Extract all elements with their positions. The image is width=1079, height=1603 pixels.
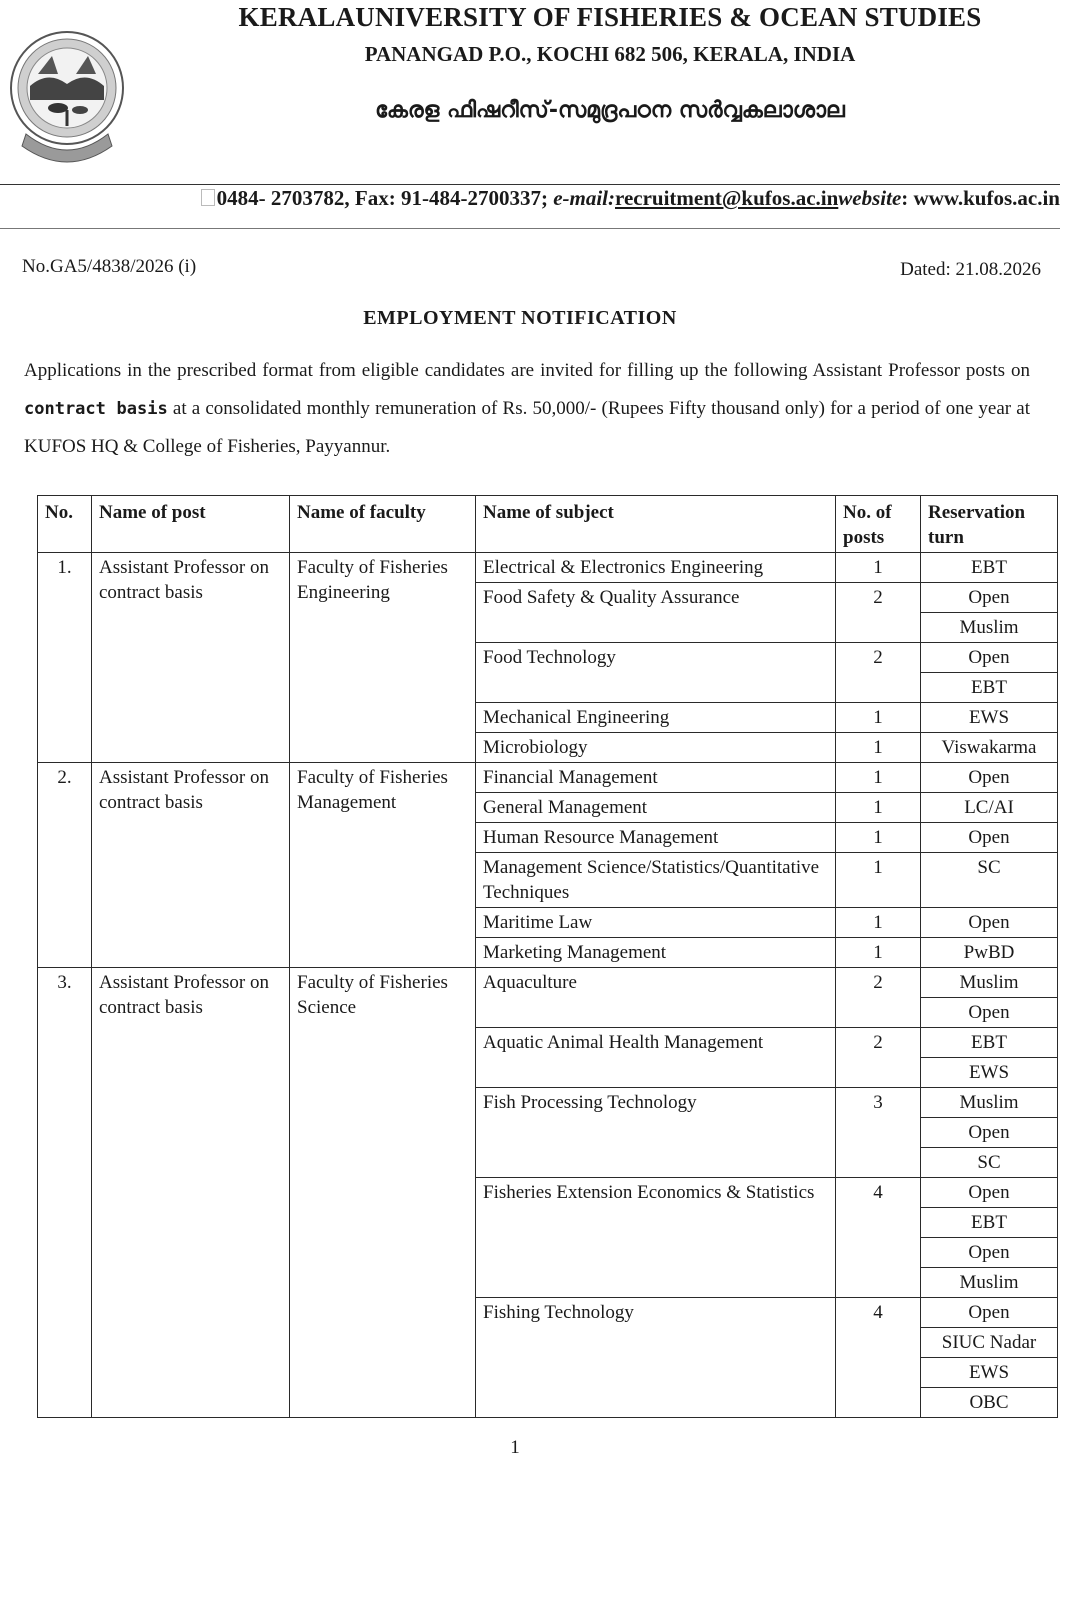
group-number: 3.	[38, 968, 92, 1418]
university-name-malayalam: കേരള ഫിഷറീസ്-സമുദ്രപഠന സർവ്വകലാശാല	[375, 98, 845, 123]
reservation-turn: OBC	[921, 1388, 1058, 1418]
subject-name: Microbiology	[476, 733, 836, 763]
phone-fax: 0484- 2703782, Fax: 91-484-2700337;	[216, 186, 548, 210]
reservation-turn: EWS	[921, 1358, 1058, 1388]
reservation-turn: Open	[921, 823, 1058, 853]
subject-name: Electrical & Electronics Engineering	[476, 553, 836, 583]
subject-name: Marketing Management	[476, 938, 836, 968]
contact-divider	[0, 228, 1060, 229]
posts-count: 2	[836, 643, 921, 703]
notification-intro: Applications in the prescribed format from eligible candidates are invited for filling up the following Assistant Professor posts on contract basis at a consolidated monthly remuneration of Rs. 50,000/- (Rupees Fifty thousand only) for a period of one year at KUFOS HQ & College of Fisheries, Payyannur.	[24, 360, 1030, 457]
subject-name: Maritime Law	[476, 908, 836, 938]
posts-count: 1	[836, 733, 921, 763]
table-row	[38, 763, 1058, 793]
subject-name: Food Safety & Quality Assurance	[476, 583, 836, 643]
reservation-turn: EBT	[921, 1208, 1058, 1238]
table-header-row	[38, 496, 1058, 553]
table-row	[38, 968, 1058, 998]
posts-count: 1	[836, 793, 921, 823]
posts-count: 4	[836, 1298, 921, 1418]
posts-count: 2	[836, 968, 921, 1028]
subject-name: Aquatic Animal Health Management	[476, 1028, 836, 1088]
reservation-turn: Muslim	[921, 613, 1058, 643]
posts-count: 2	[836, 583, 921, 643]
reservation-turn: SC	[921, 1148, 1058, 1178]
reservation-turn: Open	[921, 1298, 1058, 1328]
posts-count: 2	[836, 1028, 921, 1088]
subject-name: Financial Management	[476, 763, 836, 793]
reservation-turn: EBT	[921, 673, 1058, 703]
reservation-turn: SC	[921, 853, 1058, 908]
posts-count: 1	[836, 853, 921, 908]
group-number: 1.	[38, 553, 92, 763]
reference-number: No.GA5/4838/2026 (i)	[22, 256, 197, 277]
reservation-turn: EBT	[921, 553, 1058, 583]
reservation-turn: Viswakarma	[921, 733, 1058, 763]
table-row	[38, 553, 1058, 583]
group-number: 2.	[38, 763, 92, 968]
email-label: e-mail:	[553, 186, 615, 210]
university-emblem-logo	[8, 26, 126, 176]
website-label: website	[838, 186, 902, 210]
header-posts: No. of posts	[836, 496, 921, 553]
notification-title: EMPLOYMENT NOTIFICATION	[363, 307, 677, 329]
reservation-turn: Open	[921, 763, 1058, 793]
reservation-turn: SIUC Nadar	[921, 1328, 1058, 1358]
posts-count: 3	[836, 1088, 921, 1178]
posts-count: 1	[836, 553, 921, 583]
reservation-turn: Muslim	[921, 1088, 1058, 1118]
reservation-turn: EBT	[921, 1028, 1058, 1058]
subject-name: Fisheries Extension Economics & Statistics	[476, 1178, 836, 1298]
page-number: 1	[510, 1437, 520, 1458]
header-faculty: Name of faculty	[290, 496, 476, 553]
faculty-name: Faculty of Fisheries Engineering	[290, 553, 476, 763]
header-subject: Name of subject	[476, 496, 836, 553]
email-link[interactable]: recruitment@kufos.ac.in	[615, 186, 839, 210]
posts-count: 1	[836, 703, 921, 733]
header-post: Name of post	[92, 496, 290, 553]
notification-date: Dated: 21.08.2026	[900, 259, 1041, 280]
posts-count: 1	[836, 823, 921, 853]
phone-icon	[201, 189, 215, 206]
reservation-turn: Muslim	[921, 1268, 1058, 1298]
reservation-turn: EWS	[921, 1058, 1058, 1088]
posts-table	[37, 495, 1058, 1418]
reservation-turn: EWS	[921, 703, 1058, 733]
header-divider	[0, 184, 1060, 185]
subject-name: General Management	[476, 793, 836, 823]
posts-count: 4	[836, 1178, 921, 1298]
posts-count: 1	[836, 938, 921, 968]
contract-basis-emphasis: contract basis	[24, 399, 168, 419]
reservation-turn: Open	[921, 998, 1058, 1028]
subject-name: Mechanical Engineering	[476, 703, 836, 733]
header-no: No.	[38, 496, 92, 553]
faculty-name: Faculty of Fisheries Science	[290, 968, 476, 1418]
reservation-turn: Open	[921, 1178, 1058, 1208]
contact-line	[60, 186, 1060, 211]
subject-name: Fishing Technology	[476, 1298, 836, 1418]
reservation-turn: Open	[921, 1118, 1058, 1148]
reservation-turn: Muslim	[921, 968, 1058, 998]
subject-name: Fish Processing Technology	[476, 1088, 836, 1178]
reservation-turn: Open	[921, 908, 1058, 938]
reservation-turn: PwBD	[921, 938, 1058, 968]
faculty-name: Faculty of Fisheries Management	[290, 763, 476, 968]
post-name: Assistant Professor on contract basis	[92, 553, 290, 763]
post-name: Assistant Professor on contract basis	[92, 968, 290, 1418]
website-link[interactable]: : www.kufos.ac.in	[901, 186, 1060, 210]
subject-name: Human Resource Management	[476, 823, 836, 853]
post-name: Assistant Professor on contract basis	[92, 763, 290, 968]
posts-count: 1	[836, 763, 921, 793]
subject-name: Aquaculture	[476, 968, 836, 1028]
university-address: PANANGAD P.O., KOCHI 682 506, KERALA, INDIA	[364, 42, 856, 66]
posts-count: 1	[836, 908, 921, 938]
reservation-turn: LC/AI	[921, 793, 1058, 823]
university-name: KERALAUNIVERSITY OF FISHERIES & OCEAN STUDIES	[238, 2, 982, 32]
reservation-turn: Open	[921, 583, 1058, 613]
reservation-turn: Open	[921, 1238, 1058, 1268]
subject-name: Food Technology	[476, 643, 836, 703]
header-reservation: Reservation turn	[921, 496, 1058, 553]
subject-name: Management Science/Statistics/Quantitative Techniques	[476, 853, 836, 908]
reservation-turn: Open	[921, 643, 1058, 673]
